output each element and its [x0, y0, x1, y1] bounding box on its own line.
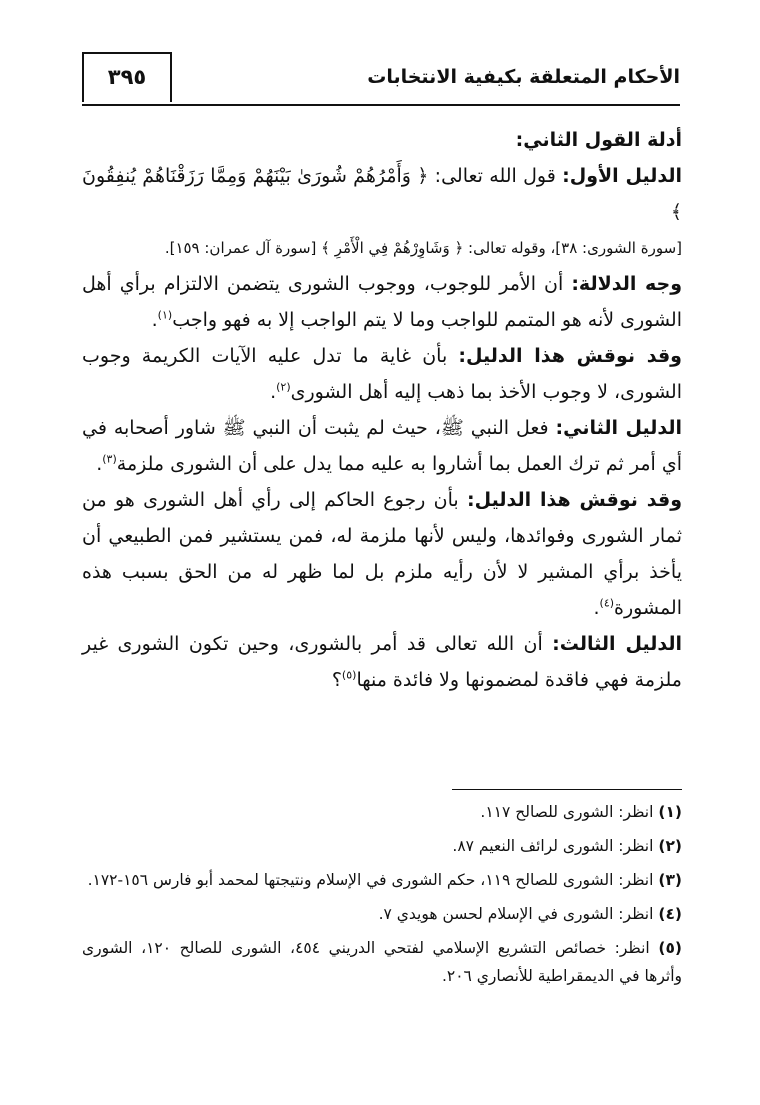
paragraph-third-evidence	[82, 626, 682, 698]
main-text	[82, 122, 682, 698]
first-evidence-label: الدليل الأول:	[562, 165, 683, 187]
footnote-ref-4[interactable]: (٤)	[599, 596, 615, 610]
footnote-text: انظر: خصائص التشريع الإسلامي لفتحي الدريني ٤٥٤، الشورى للصالح ١٢٠، الشورى وأثرها في الديمقراطية للأنصاري ٢٠٦.	[82, 939, 682, 985]
indication-text: أن الأمر للوجوب، ووجوب الشورى يتضمن الالتزام برأي أهل الشورى لأنه هو المتمم للواجب وما لا يتم الواجب إلا به فهو واجب	[82, 273, 682, 331]
paragraph-rebuttal-1: وقد نوقش هذا الدليل: بأن غاية ما تدل عليه الآيات الكريمة وجوب الشورى، لا وجوب الأخذ بما ذهب إليه أهل الشورى$^{(٢)}$.	[82, 345, 682, 403]
footnote-text: انظر: الشورى للصالح ١١٩، حكم الشورى في الإسلام ونتيجتها لمحمد أبو فارس ١٥٦-١٧٢.	[87, 871, 659, 889]
footnote-number: (٤)	[658, 905, 682, 923]
footnote-separator	[452, 789, 682, 790]
indication-label: وجه الدلالة:	[571, 273, 683, 295]
footnote-number: (٣)	[658, 871, 682, 889]
rebuttal-2-text: بأن رجوع الحاكم إلى رأي أهل الشورى هو من ثمار الشورى وفوائدها، وليس لأنها ملزمة له، فمن يستشير فمن الطبيعي أن يأخذ برأي المشير لا لأن رأيه ملزم بل لما ظهر له من الحق بسبب هذه المشورة	[82, 489, 682, 619]
paragraph-first-evidence	[82, 158, 682, 230]
first-evidence-text: قول الله تعالى: ﴿ وَأَمْرُهُمْ شُورَىٰ بَيْنَهُمْ وَمِمَّا رَزَقْنَاهُمْ يُنفِقُونَ ﴾	[82, 165, 682, 223]
footnote-item	[82, 832, 682, 860]
footnote-number: (١)	[658, 803, 682, 821]
rebuttal-1-text: بأن غاية ما تدل عليه الآيات الكريمة وجوب الشورى، لا وجوب الأخذ بما ذهب إليه أهل الشورى	[82, 345, 682, 403]
footnote-text: انظر: الشورى في الإسلام لحسن هويدي ٧.	[378, 905, 659, 923]
footnote-number: (٥)	[658, 939, 682, 957]
footnote-ref-5[interactable]: (٥)	[341, 668, 357, 682]
paragraph-rebuttal-2: وقد نوقش هذا الدليل: بأن رجوع الحاكم إلى رأي أهل الشورى هو من ثمار الشورى وفوائدها، وليس لأنها ملزمة له، فمن يستشير فمن الطبيعي أن يأخذ برأي المشير لا لأن رأيه ملزم بل لما ظهر له من الحق بسبب هذه المشورة$^{(٤)}$.	[82, 489, 683, 619]
footnote-item	[82, 866, 682, 894]
footnote-text: انظر: الشورى لرائف النعيم ٨٧.	[452, 837, 659, 855]
paragraph-second-evidence: الدليل الثاني: فعل النبي ﷺ، حيث لم يثبت أن النبي ﷺ شاور أصحابه في أي أمر ثم ترك العمل بما أشاروا به عليه مما يدل على أن الشورى ملزمة$^{(٣)}$.	[82, 417, 683, 475]
footnotes	[82, 798, 682, 996]
footnote-ref-1[interactable]: (١)	[157, 308, 173, 322]
rebuttal-1-label: وقد نوقش هذا الدليل:	[458, 345, 682, 367]
paragraph-indication: وجه الدلالة: أن الأمر للوجوب، ووجوب الشورى يتضمن الالتزام برأي أهل الشورى لأنه هو المتمم للواجب وما لا يتم الواجب إلا به فهو واجب$^{(١)}$.	[82, 273, 683, 331]
section-heading: أدلة القول الثاني:	[515, 129, 682, 151]
third-evidence-text: أن الله تعالى قد أمر بالشورى، وحين تكون الشورى غير ملزمة فهي فاقدة لمضمونها ولا فائدة منها	[82, 633, 682, 691]
question-mark: ؟	[331, 669, 342, 691]
footnote-ref-2[interactable]: (٢)	[276, 380, 291, 394]
header-title: الأحكام المتعلقة بكيفية الانتخابات	[367, 66, 680, 88]
page-number: ٣٩٥	[82, 52, 172, 102]
footnote-item	[82, 900, 682, 928]
footnote-number: (٢)	[658, 837, 682, 855]
rebuttal-2-label: وقد نوقش هذا الدليل:	[467, 489, 683, 511]
second-evidence-text: فعل النبي ﷺ، حيث لم يثبت أن النبي ﷺ شاور أصحابه في أي أمر ثم ترك العمل بما أشاروا به عليه مما يدل على أن الشورى ملزمة	[82, 417, 682, 475]
third-evidence-label: الدليل الثالث:	[552, 633, 683, 655]
footnote-item	[82, 934, 682, 990]
footnote-text: انظر: الشورى للصالح ١١٧.	[480, 803, 659, 821]
second-evidence-label: الدليل الثاني:	[555, 417, 683, 439]
footnote-ref-3[interactable]: (٣)	[102, 452, 117, 466]
footnote-item	[82, 798, 682, 826]
verse-reference: [سورة الشورى: ٣٨]، وقوله تعالى: ﴿ وَشَاوِرْهُمْ فِي الْأَمْرِ ﴾ [سورة آل عمران: ١٥٩].	[164, 239, 682, 257]
running-header	[82, 52, 680, 106]
